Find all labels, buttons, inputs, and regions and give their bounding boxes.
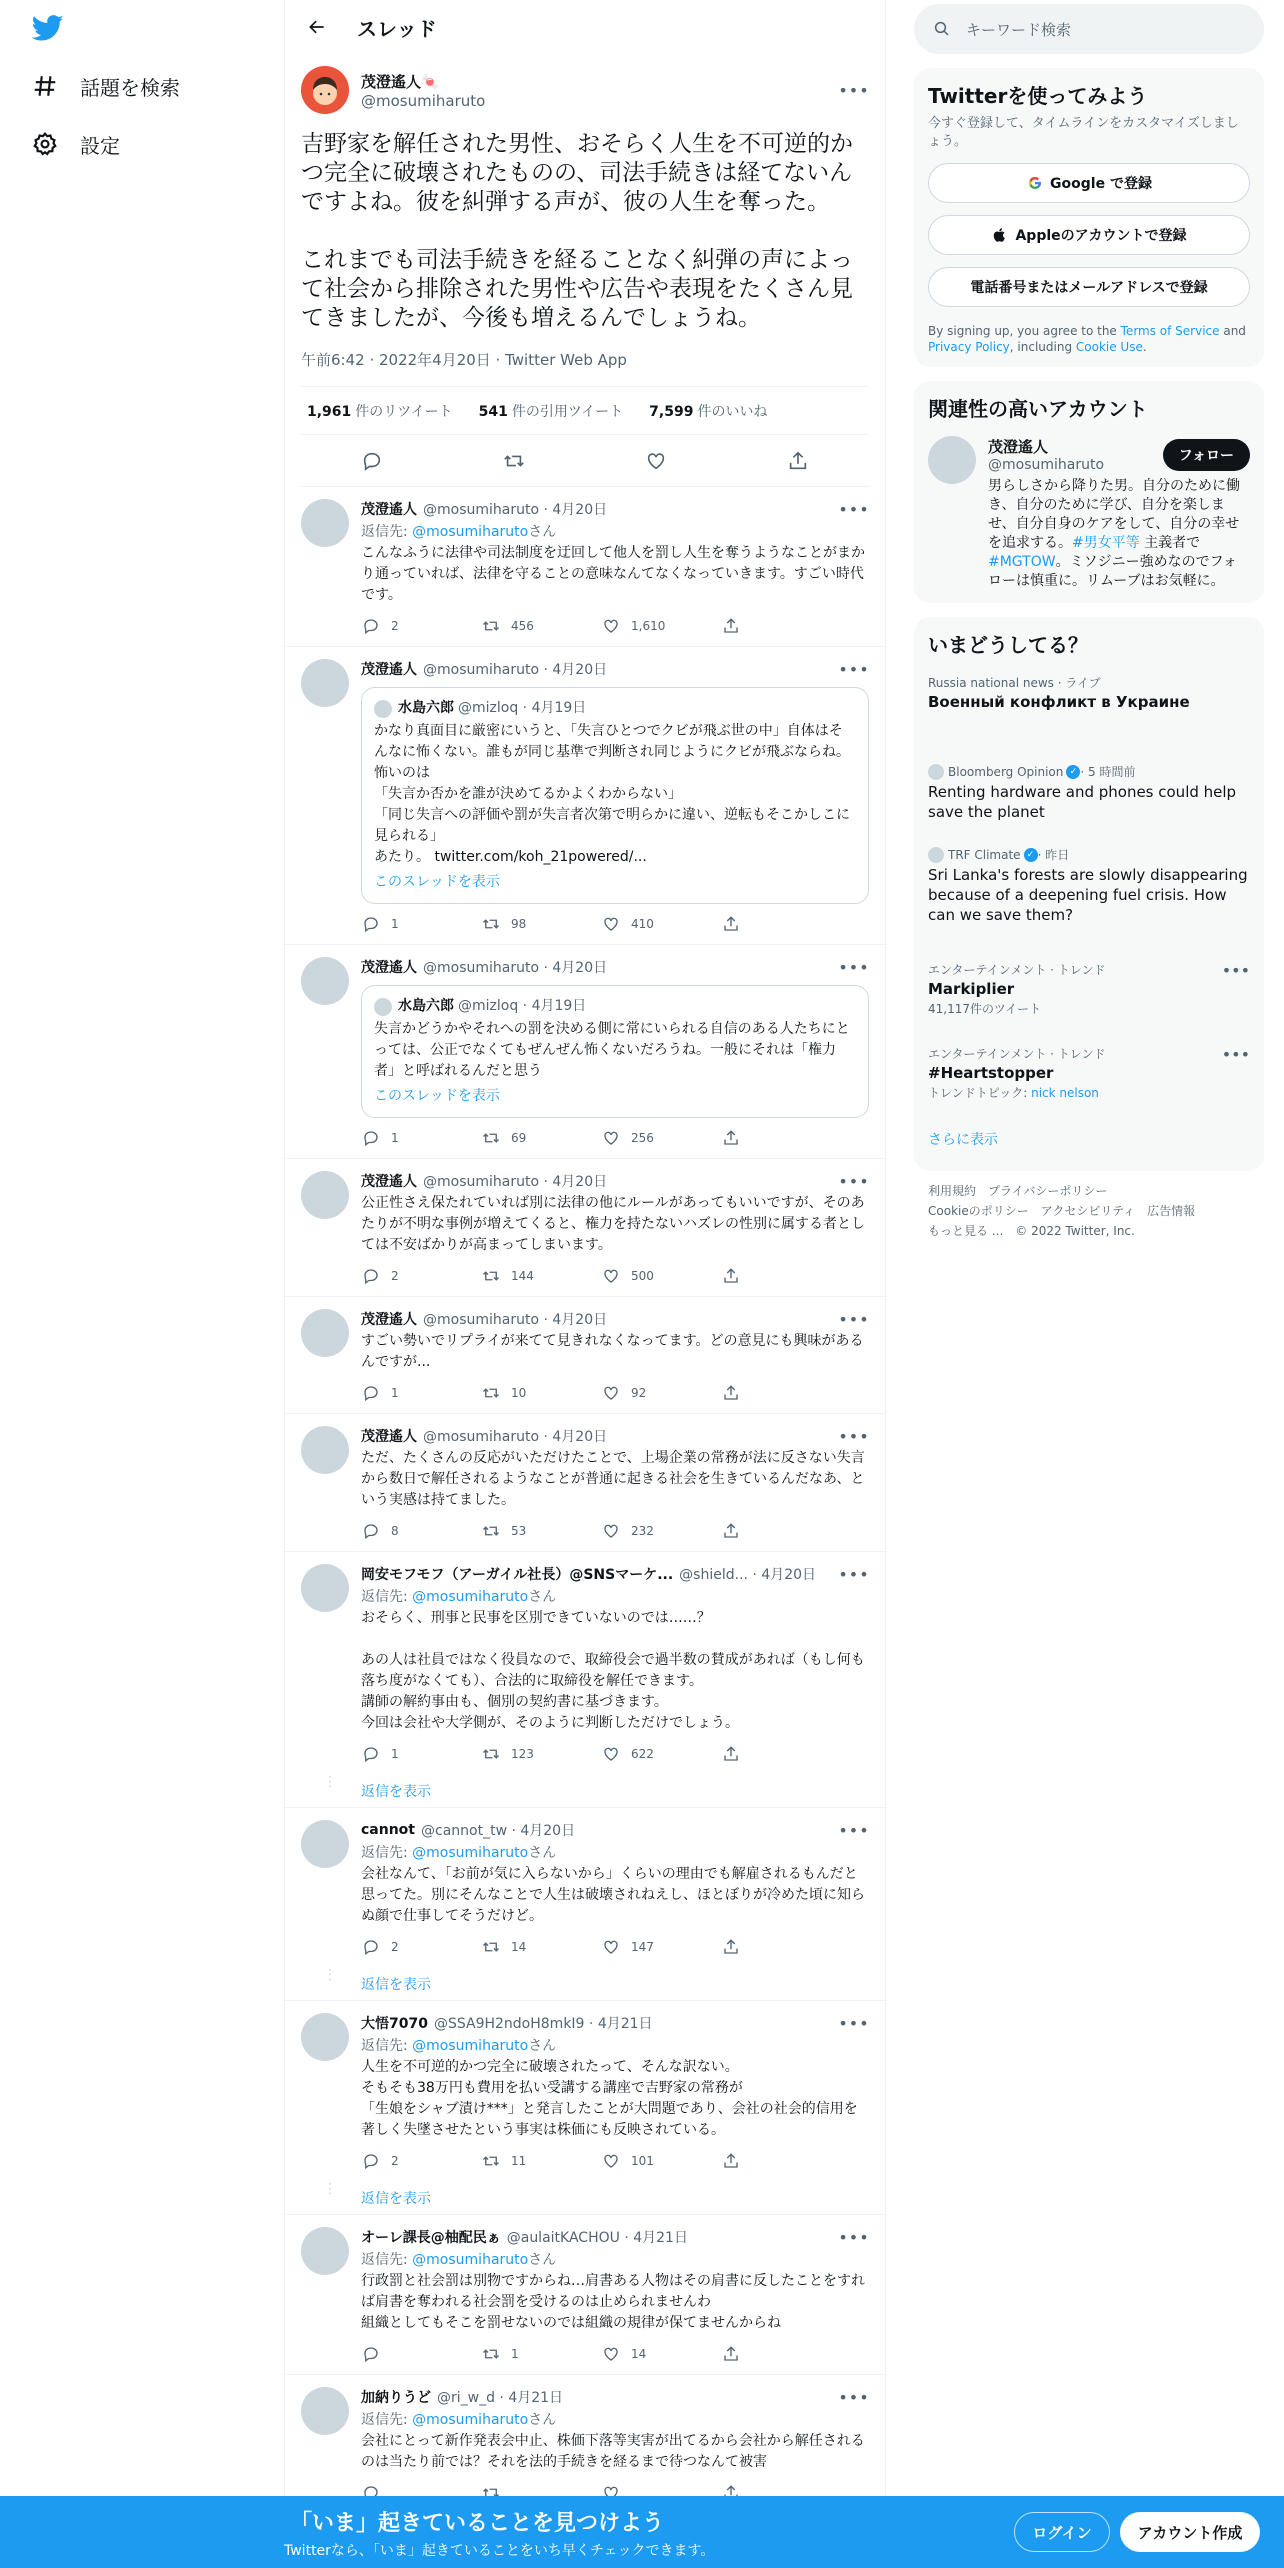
quoted-author-name: 水島六郎 [398, 998, 454, 1014]
mention-link[interactable]: @mosumiharuto [412, 2412, 529, 2428]
show-replies-link[interactable]: ⋮ 返信を表示 [285, 1774, 885, 1808]
like-action[interactable]: 147 [601, 1937, 721, 1957]
footer-line[interactable]: 利用規約 プライバシーポリシー [928, 1184, 1108, 1198]
nav-settings[interactable] [30, 122, 120, 166]
like-action[interactable]: 92 [601, 1383, 721, 1403]
like-icon [601, 2344, 621, 2364]
avatar[interactable] [301, 957, 349, 1005]
author-handle[interactable]: @shield... · 4月20日 [679, 1567, 817, 1583]
reply-icon[interactable] [360, 449, 384, 473]
share-icon [721, 616, 741, 636]
nav-settings-label: 設定 [80, 133, 120, 158]
footer-line[interactable]: Cookieのポリシー アクセシビリティ 広告情報 [928, 1204, 1196, 1218]
show-more-link[interactable]: さらに表示 [928, 1132, 998, 1148]
retweet-action[interactable]: 10 [481, 1383, 601, 1403]
retweet-action[interactable]: 14 [481, 1937, 601, 1957]
tweet-actions [301, 435, 869, 487]
share-icon[interactable] [786, 449, 810, 473]
retweet-icon [481, 1521, 501, 1541]
retweet-action[interactable]: 69 [481, 1128, 601, 1148]
reply-icon [361, 1266, 381, 1286]
author-name[interactable]: オーレ課長@柚配民ぁ [361, 2230, 501, 2246]
related-accounts-card [914, 381, 1264, 603]
retweet-icon [481, 616, 501, 636]
more-options-icon[interactable]: ••• [838, 80, 870, 100]
thread-dots: ⋮ [323, 2181, 337, 2197]
signup-subtitle: 今すぐ登録して、タイムラインをカスタマイズしましょう。 [928, 116, 1239, 149]
share-icon [721, 1521, 741, 1541]
like-action[interactable]: 232 [601, 1521, 721, 1541]
avatar[interactable] [301, 1309, 349, 1357]
hashtag-link[interactable]: #男女平等 [1072, 535, 1140, 551]
tweet-actions [361, 2141, 869, 2181]
retweet-action[interactable]: 53 [481, 1521, 601, 1541]
avatar[interactable] [301, 1820, 349, 1868]
mention-link[interactable]: @mosumiharuto [412, 2252, 529, 2268]
right-sidebar [914, 0, 1264, 1251]
author-handle[interactable]: @SSA9H2ndoH8mkI9 · 4月21日 [433, 2016, 653, 2032]
avatar[interactable] [301, 2387, 349, 2435]
related-handle[interactable]: @mosumiharuto [988, 457, 1105, 473]
share-icon [721, 914, 741, 934]
avatar [928, 764, 944, 780]
avatar [928, 847, 944, 863]
author-handle[interactable]: @mosumiharuto · 4月20日 [423, 662, 608, 678]
author-name[interactable]: 大悟7070 [361, 2016, 428, 2032]
tweet-text: ただ、たくさんの反応がいただけたことで、上場企業の常務が法に反さない失言から数日で解任されるようなことが普通に起きる社会を生きているんだなあ、という実感は持てました。 [361, 1450, 865, 1508]
tweet-actions [361, 1256, 869, 1296]
share-action[interactable] [721, 914, 841, 934]
trends-card [914, 617, 1264, 1171]
cookie-link[interactable]: Cookie Use [1075, 340, 1143, 354]
apple-icon [991, 226, 1009, 244]
like-icon [601, 1744, 621, 1764]
hashtag-icon [30, 71, 60, 101]
like-icon [601, 616, 621, 636]
share-action[interactable] [721, 2151, 841, 2171]
follow-button[interactable]: フォロー [1163, 439, 1250, 471]
share-icon [721, 2344, 741, 2364]
tweet-actions [361, 1511, 869, 1551]
author-name[interactable]: 茂澄遙人🍬 [361, 72, 440, 91]
author-handle[interactable]: @mosumiharuto · 4月20日 [423, 502, 608, 518]
apple-signup-button[interactable]: Appleのアカウントで登録 [928, 215, 1250, 255]
page-title: スレッド [357, 16, 437, 41]
tweet-text: 会社にとって新作発表会中止、株価下落等実害が出てるから会社から解任されるのは当たり前では？それを法的手続きを経るまで待つなんて被害 [361, 2433, 865, 2470]
show-replies-link[interactable]: ⋮ 返信を表示 [285, 2181, 885, 2215]
tweet-actions [361, 2334, 869, 2374]
footer-links [914, 1171, 1264, 1251]
focal-tweet [285, 54, 885, 487]
login-button[interactable]: ログイン [1014, 2512, 1110, 2552]
author-name[interactable]: 茂澄遙人 [361, 662, 417, 678]
related-title: 関連性の高いアカウント [928, 397, 1148, 421]
mention-link[interactable]: @mosumiharuto [412, 2038, 529, 2054]
like-icon [601, 1383, 621, 1403]
like-icon [601, 914, 621, 934]
trend-item[interactable]: エンターテインメント · トレンド #Heartstopper トレンドトピック: nick nelson ••• [928, 1045, 1250, 1100]
search-icon [932, 19, 952, 39]
like-icon [601, 1266, 621, 1286]
author-handle[interactable]: @cannot_tw · 4月20日 [421, 1823, 576, 1839]
tweet-text: 会社なんて、「お前が気に入らないから」くらいの理由でも解雇されるもんだと思ってた。別にそんなことで人生は破壊されねえし、ほとぼりが冷めた頃に知らぬ顔で仕事してそうだけど。 [361, 1866, 865, 1924]
more-options-icon[interactable]: ••• [838, 1171, 870, 1191]
footer-line[interactable]: もっと見る ... © 2022 Twitter, Inc. [928, 1224, 1135, 1238]
like-action[interactable]: 256 [601, 1128, 721, 1148]
tweet-stats [301, 387, 869, 435]
signup-legal: By signing up, you agree to the Terms of Service and Privacy Policy, including Cookie Use. [928, 324, 1246, 354]
retweet-action[interactable]: 144 [481, 1266, 601, 1286]
more-options-icon[interactable]: ••• [838, 1309, 870, 1329]
share-action[interactable] [721, 2344, 841, 2364]
show-thread-link[interactable]: このスレッドを表示 [374, 874, 500, 890]
retweet-icon [481, 2344, 501, 2364]
more-options-icon[interactable]: ••• [838, 1426, 870, 1446]
reply-icon [361, 616, 381, 636]
privacy-link[interactable]: Privacy Policy [928, 340, 1010, 354]
author-name[interactable]: 茂澄遙人 [361, 960, 417, 976]
author-name[interactable]: 茂澄遙人 [361, 1312, 417, 1328]
avatar[interactable] [301, 66, 349, 114]
reply-tweet[interactable] [285, 2215, 885, 2375]
more-options-icon[interactable]: ••• [838, 499, 870, 519]
author-name[interactable]: 加納りうど [361, 2390, 431, 2406]
reply-icon [361, 1383, 381, 1403]
retweet-icon [481, 1383, 501, 1403]
mention-link[interactable]: @mosumiharuto [412, 1589, 529, 1605]
quoted-author-meta: @mizloq · 4月19日 [458, 998, 587, 1014]
bottom-bar-subtitle: Twitterなら、「いま」起きていることをいち早くチェックできます。 [284, 2543, 715, 2559]
tweet-actions [361, 1927, 869, 1967]
thread-dots: ⋮ [323, 1967, 337, 1983]
tweet-actions [361, 606, 869, 646]
reply-list [285, 487, 885, 2514]
quoted-tweet[interactable] [361, 985, 869, 1118]
verified-icon: ✓ [1066, 765, 1080, 779]
reply-tweet[interactable] [285, 1414, 885, 1552]
trend-item[interactable]: エンターテインメント · トレンド Markiplier 41,117件のツイート ••• [928, 961, 1250, 1016]
reply-tweet[interactable] [285, 1297, 885, 1414]
reply-action[interactable]: 1 [361, 1128, 481, 1148]
like-icon [601, 1128, 621, 1148]
share-action[interactable] [721, 1937, 841, 1957]
retweet-icon [481, 1937, 501, 1957]
tweet-timestamp[interactable]: 午前6:42 · 2022年4月20日 · Twitter Web App [301, 349, 869, 387]
reply-icon [361, 914, 381, 934]
author-name[interactable]: 茂澄遙人 [361, 1174, 417, 1190]
avatar[interactable] [301, 1171, 349, 1219]
show-replies-link[interactable]: ⋮ 返信を表示 [285, 1967, 885, 2001]
tweet-text: すごい勢いでリプライが来てて見きれなくなってます。どの意見にも興味があるんですが... [361, 1333, 864, 1370]
reply-icon [361, 1744, 381, 1764]
share-action[interactable] [721, 1266, 841, 1286]
tweet-actions [361, 1373, 869, 1413]
more-options-icon[interactable]: ••• [838, 1820, 870, 1840]
share-icon [721, 1744, 741, 1764]
author-name[interactable]: 茂澄遙人 [361, 1429, 417, 1445]
reply-tweet[interactable] [285, 945, 885, 1159]
quoted-text: かなり真面目に厳密にいうと、「失言ひとつでクビが飛ぶ世の中」自体はそんなに怖くない。誰もが同じ基準で判断され同じようにクビが飛ぶならね。 怖いのは 「失言か否かを誰が決めてるかよくわからない」 「同じ失言への評価や罰が失言者次第で明らかに違い、逆転もそこかしこに見られる」 あたり。 twitter.com/koh_21powered/... [374, 723, 850, 865]
reply-action[interactable]: 1 [361, 1383, 481, 1403]
related-account[interactable] [928, 436, 1250, 591]
avatar[interactable] [301, 1564, 349, 1612]
reply-icon [361, 1128, 381, 1148]
hashtag-link[interactable]: #MGTOW [988, 554, 1056, 570]
gear-icon [30, 129, 60, 159]
avatar [374, 998, 392, 1016]
reply-icon [361, 2151, 381, 2171]
main-column [284, 0, 886, 2568]
share-action[interactable] [721, 1521, 841, 1541]
reply-tweet[interactable] [285, 487, 885, 647]
trend-item[interactable]: Bloomberg Opinion ✓ · 5 時間前 Renting hardware and phones could help save the planet [928, 764, 1237, 821]
quoted-author-name: 水島六郎 [398, 700, 454, 716]
quoted-text: 失言かどうかやそれへの罰を決める側に常にいられる自信のある人たちにとっては、公正でなくてもぜんぜん怖くないだろうね。一般にそれは「権力者」と呼ばれるんだと思う [374, 1021, 850, 1079]
trends-title: いまどうしてる？ [928, 633, 1088, 657]
reply-tweet[interactable] [285, 1159, 885, 1297]
search-placeholder: キーワード検索 [966, 20, 1072, 39]
bottom-bar-title: 「いま」起きていることを見つけよう [290, 2511, 665, 2536]
more-options-icon[interactable]: ••• [838, 2387, 870, 2407]
tweet-actions [361, 904, 869, 944]
share-icon [721, 2151, 741, 2171]
retweet-icon [481, 1128, 501, 1148]
reply-to: 返信先: @mosumiharutoさん [361, 524, 557, 540]
retweet-icon [481, 1266, 501, 1286]
share-action[interactable] [721, 1744, 841, 1764]
like-action[interactable]: 1,610 [601, 616, 721, 636]
signup-card [914, 68, 1264, 367]
reply-action[interactable]: 1 [361, 1744, 481, 1764]
like-action[interactable]: 410 [601, 914, 721, 934]
reply-action[interactable]: 2 [361, 1266, 481, 1286]
reply-tweet[interactable] [285, 2001, 885, 2181]
author-handle[interactable]: @ri_w_d · 4月21日 [437, 2390, 564, 2406]
reply-action[interactable]: 1 [361, 914, 481, 934]
retweet-icon[interactable] [502, 449, 526, 473]
search-input[interactable] [914, 4, 1264, 54]
like-action[interactable]: 622 [601, 1744, 721, 1764]
author-name[interactable]: 茂澄遙人 [361, 502, 417, 518]
more-options-icon[interactable]: ••• [1221, 961, 1250, 980]
reply-action[interactable]: 2 [361, 1937, 481, 1957]
reply-to: 返信先: @mosumiharutoさん [361, 2252, 557, 2268]
tweet-text: 行政罰と社会罰は別物ですからね…肩書ある人物はその肩書に反したことをすれば肩書を奪われる社会罰を受けるのは止められませんわ 組織としてもそこを罰せないのでは組織の規律が保てませんからね [361, 2273, 865, 2331]
nav-explore[interactable] [30, 64, 180, 108]
terms-link[interactable]: Terms of Service [1120, 324, 1220, 338]
author-handle[interactable]: @mosumiharuto [361, 91, 486, 110]
tweet-text: おそらく、刑事と民事を区別できていないのでは……？ あの人は社員ではなく役員なので、取締役会で過半数の賛成があれば（もし何も落ち度がなくても）、合法的に取締役を解任できます。 講師の解約事由も、個別の契約書に基づきます。 今回は会社や大学側が、そのように判断しただけでしょう。 [361, 1610, 865, 1731]
quoted-tweet[interactable] [361, 687, 869, 904]
author-handle[interactable]: @mosumiharuto · 4月20日 [423, 1174, 608, 1190]
author-handle[interactable]: @aulaitKACHOU · 4月21日 [506, 2230, 688, 2246]
related-bio: 男らしさから降りた男。自分のために働き、自分のために学び、自分を楽しませ、自分自身のケアをして、自分の幸せを追求する。#男女平等 主義者で #MGTOW。ミソジニー強めなのでフォローは慎重に。リムーブはお気軽に。 [988, 478, 1240, 589]
verified-icon: ✓ [1024, 848, 1038, 862]
avatar[interactable] [301, 2013, 349, 2061]
retweet-action[interactable]: 98 [481, 914, 601, 934]
share-icon [721, 1937, 741, 1957]
more-options-icon[interactable]: ••• [1221, 1045, 1250, 1064]
reply-action[interactable]: 8 [361, 1521, 481, 1541]
avatar[interactable] [928, 436, 976, 484]
reply-to: 返信先: @mosumiharutoさん [361, 2038, 557, 2054]
like-icon [601, 2151, 621, 2171]
like-action[interactable]: 101 [601, 2151, 721, 2171]
more-options-icon[interactable]: ••• [838, 2013, 870, 2033]
phone-email-signup-button[interactable]: 電話番号またはメールアドレスで登録 [928, 267, 1250, 307]
share-icon [721, 1383, 741, 1403]
avatar[interactable] [301, 499, 349, 547]
tweet-text: 人生を不可逆的かつ完全に破壊されたって、そんな訳ない。 そもそも38万円も費用を払い受講する講座で吉野家の常務が 「生娘をシャブ漬け***」と発言したことが大問題であり、会社の社会的信用を著しく失墜させたという事実は株価にも反映されている。 [361, 2059, 858, 2138]
mention-link[interactable]: @mosumiharuto [412, 524, 529, 540]
show-thread-link[interactable]: このスレッドを表示 [374, 1088, 500, 1104]
reply-tweet[interactable] [285, 2375, 885, 2514]
tweet-actions [361, 1734, 869, 1774]
signup-title: Twitterを使ってみよう [928, 84, 1148, 108]
avatar[interactable] [301, 659, 349, 707]
avatar[interactable] [301, 1426, 349, 1474]
reply-action[interactable]: 2 [361, 2151, 481, 2171]
share-action[interactable] [721, 1383, 841, 1403]
tweet-text: 公正性さえ保たれていれば別に法律の他にルールがあってもいいですが、そのあたりが不明な事例が増えてくると、権力を持たないハズレの性別に属する者としては不安ばかりが高まってしまいます。 [361, 1195, 865, 1253]
share-icon [721, 1128, 741, 1148]
retweet-icon [481, 1744, 501, 1764]
related-name[interactable]: 茂澄遙人 [988, 438, 1049, 456]
tweet-text: 吉野家を解任された男性、おそらく人生を不可逆的かつ完全に破壊されたものの、司法手続きは経てないんですよね。彼を糾弾する声が、彼の人生を奪った。 これまでも司法手続きを経ることなく糾弾の声によって社会から排除された男性や広告や表現をたくさん見てきましたが、今後も増えるんでしょうね。 [301, 131, 853, 331]
reply-icon [361, 1937, 381, 1957]
more-options-icon[interactable]: ••• [838, 659, 870, 679]
related-trend-link[interactable]: nick nelson [1031, 1086, 1099, 1100]
author-handle[interactable]: @mosumiharuto · 4月20日 [423, 1429, 608, 1445]
reply-tweet[interactable] [285, 1808, 885, 1967]
retweet-icon [481, 2151, 501, 2171]
back-arrow-icon[interactable] [299, 9, 335, 45]
author-name[interactable]: cannot [361, 1822, 415, 1838]
signup-button[interactable]: アカウント作成 [1120, 2512, 1260, 2552]
mention-link[interactable]: @mosumiharuto [412, 1845, 529, 1861]
reply-action[interactable]: 2 [361, 616, 481, 636]
tweet-text: こんなふうに法律や司法制度を迂回して他人を罰し人生を奪うようなことがまかり通っていれば、法律を守ることの意味なんてなくなっていきます。すごい時代です。 [361, 545, 865, 603]
reply-action[interactable] [361, 2344, 481, 2364]
quote-count-link[interactable]: 541 件の引用ツイート [478, 403, 624, 420]
reply-icon [361, 1521, 381, 1541]
author-name[interactable]: 岡安モフモフ（アーガイル社長）@SNSマーケ... [361, 1567, 674, 1583]
reply-tweet[interactable] [285, 647, 885, 945]
author-handle[interactable]: @mosumiharuto · 4月20日 [423, 960, 608, 976]
reply-to: 返信先: @mosumiharutoさん [361, 2412, 557, 2428]
retweet-icon [481, 914, 501, 934]
like-icon [601, 1937, 621, 1957]
google-icon [1026, 174, 1044, 192]
share-action[interactable] [721, 616, 841, 636]
like-count-link[interactable]: 7,599 件のいいね [649, 403, 768, 420]
retweet-action[interactable]: 11 [481, 2151, 601, 2171]
avatar[interactable] [301, 2227, 349, 2275]
more-options-icon[interactable]: ••• [838, 1564, 870, 1584]
left-nav [0, 0, 284, 2568]
more-options-icon[interactable]: ••• [838, 2227, 870, 2247]
retweet-action[interactable]: 123 [481, 1744, 601, 1764]
twitter-logo-icon[interactable] [32, 12, 68, 44]
like-action[interactable]: 500 [601, 1266, 721, 1286]
thread-header [285, 0, 885, 54]
thread-dots: ⋮ [323, 1774, 337, 1790]
reply-to: 返信先: @mosumiharutoさん [361, 1589, 557, 1605]
nav-explore-label: 話題を検索 [80, 75, 180, 100]
quoted-author-meta: @mizloq · 4月19日 [458, 700, 587, 716]
retweet-action[interactable]: 456 [481, 616, 601, 636]
trend-item[interactable]: Russia national news · ライブ Военный конфликт в Украине [928, 676, 1190, 711]
more-options-icon[interactable]: ••• [838, 957, 870, 977]
like-icon [601, 1521, 621, 1541]
reply-tweet[interactable] [285, 1552, 885, 1774]
reply-to: 返信先: @mosumiharutoさん [361, 1845, 557, 1861]
like-action[interactable]: 14 [601, 2344, 721, 2364]
google-signup-button[interactable]: Google で登録 [928, 163, 1250, 203]
retweet-count-link[interactable]: 1,961 件のリツイート [307, 403, 453, 420]
share-icon [721, 1266, 741, 1286]
share-action[interactable] [721, 1128, 841, 1148]
author-handle[interactable]: @mosumiharuto · 4月20日 [423, 1312, 608, 1328]
bottom-signup-bar [0, 2496, 1284, 2568]
trend-item[interactable]: TRF Climate ✓ · 昨日 Sri Lanka's forests are slowly disappearing because of a deepening fuel crisis. How can we save them? [928, 847, 1248, 924]
avatar [374, 700, 392, 718]
reply-icon [361, 2344, 381, 2364]
retweet-action[interactable]: 1 [481, 2344, 601, 2364]
tweet-actions [361, 1118, 869, 1158]
like-icon[interactable] [644, 449, 668, 473]
